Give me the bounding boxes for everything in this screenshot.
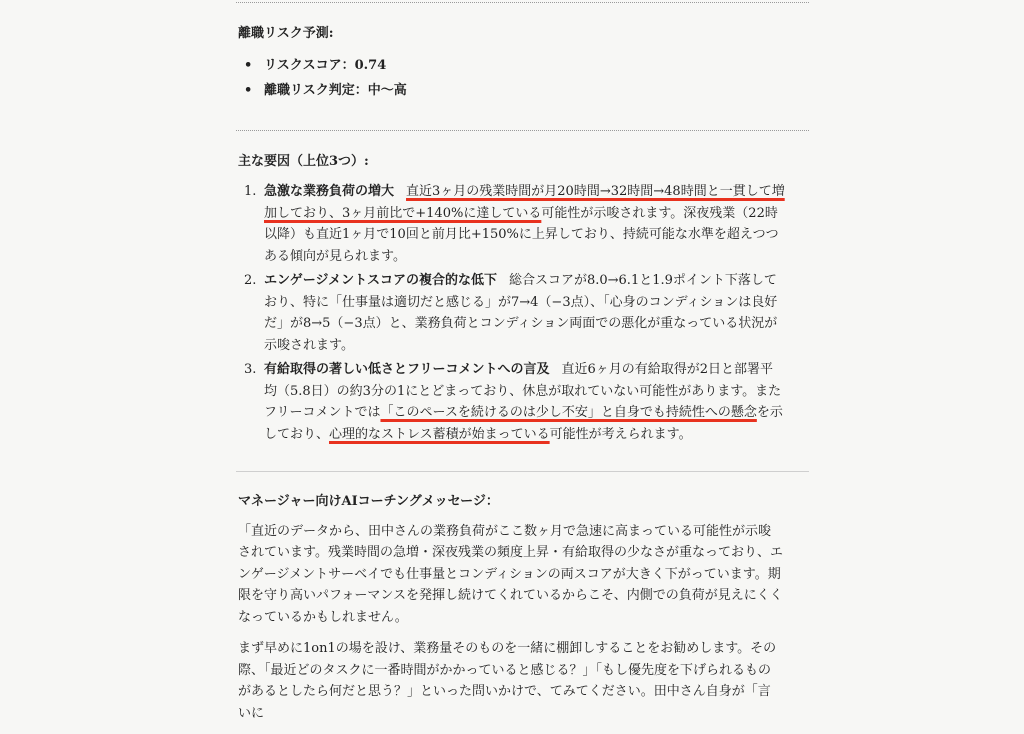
coaching-heading: マネージャー向けAIコーチングメッセージ： <box>238 494 499 509</box>
factor-body: 可能性が考えられます。 <box>549 426 692 442</box>
factor-item <box>236 359 809 445</box>
coaching-paragraph: 「直近のデータから、田中さんの業務負荷がここ数ヶ月で急速に高まっている可能性が示唆されています。残業時間の急増・深夜残業の頻度上昇・有給取得の少なさが重なっており、エンゲージメントサーベイでも仕事量とコンディションの両スコアが大きく下がっています。期限を守り高いパフォーマンスを発揮し続けてくれているからこそ、内側での負荷が見えにくくなっているかもしれません。 <box>238 523 783 625</box>
coaching-section <box>236 472 809 724</box>
risk-prediction-heading: 離職リスク予測: <box>238 26 334 41</box>
factor-title: エンゲージメントスコアの複合的な低下 <box>264 273 497 288</box>
factor-item <box>236 181 809 267</box>
factors-list <box>236 181 809 445</box>
factor-body: 直近6ヶ月の有給取得が2日と部署平均（5.8日）の約3分の1にとどまっており、休息が取れていない可能性があります。またフリーコメントでは <box>264 362 782 420</box>
factor-body: 可能性が示唆されます。深夜残業（22時以降）も直近1ヶ月で10回と前月比+150%に上昇しており、持続可能な水準を超えつつある傾向が見られます。 <box>264 205 779 264</box>
risk-prediction-list <box>236 53 809 103</box>
coaching-paragraph: まず早めに1on1の場を設け、業務量そのものを一緒に棚卸しすることをお勧めします。その際、「最近どのタスクに一番時間がかかっていると感じる？」「もし優先度を下げられるものがあるとしたら何だと思う？」といった問いかけで、てみてください。田中さん自身が「言いに <box>238 641 777 721</box>
factors-section <box>236 131 809 446</box>
risk-score-item: • リスクスコア：0.74 <box>236 53 809 78</box>
factors-heading: 主な要因（上位3つ）: <box>238 153 369 169</box>
factor-body: 総合スコアが8.0→6.1と1.9ポイント下落しており、特に「仕事量は適切だと感じる」が7→4（−3点）、「心身のコンディションは良好だ」が8→5（−3点）と、業務負荷とコンディション両面での悪化が重なっている状況が示唆されます。 <box>264 273 778 353</box>
factor-number: 3. <box>244 362 257 377</box>
factor-item <box>236 270 809 356</box>
risk-prediction-section <box>236 3 809 103</box>
factor-number: 1. <box>244 184 257 199</box>
report-page <box>236 0 809 734</box>
factor-body: を示しており、 <box>264 405 783 442</box>
highlighted-text: 「このペースを続けるのは少し不安」と自身でも持続性への懸念 <box>380 405 757 420</box>
risk-judgement-item: • 離職リスク判定：中〜高 <box>236 78 809 103</box>
highlighted-text: 心理的なストレス蓄積が始まっている <box>329 426 550 442</box>
factor-title: 急激な業務負荷の増大 <box>264 184 395 199</box>
factor-number: 2. <box>244 273 257 288</box>
factor-title: 有給取得の著しい低さとフリーコメントへの言及 <box>264 362 550 377</box>
highlighted-text: 直近3ヶ月の残業時間が月20時間→32時間→48時間と一貫して増加しており、3ヶ月前比で+140%に達している <box>264 184 785 221</box>
